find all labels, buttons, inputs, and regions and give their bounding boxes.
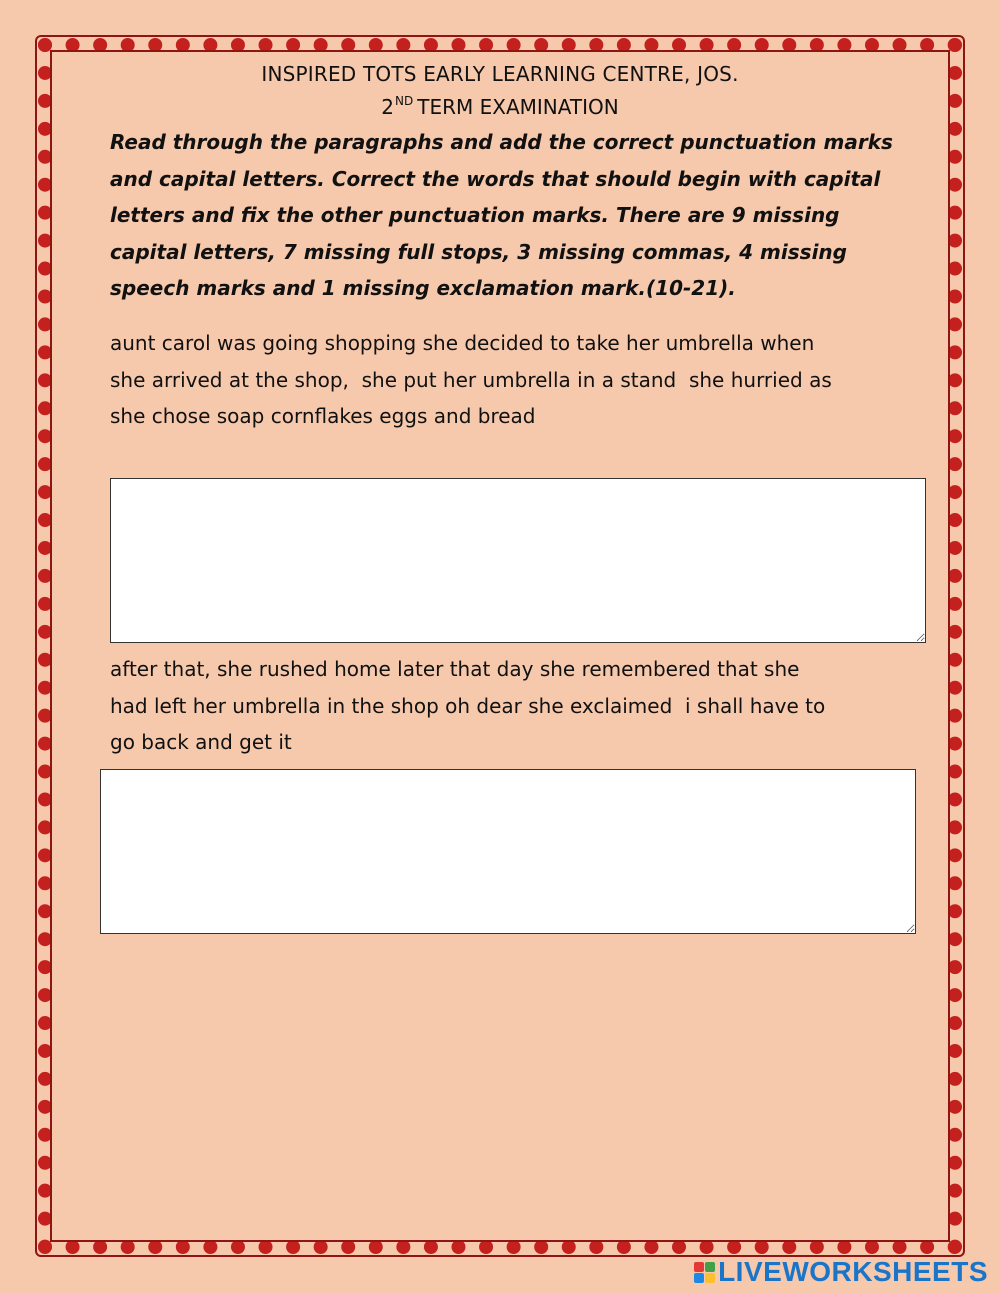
school-title: INSPIRED TOTS EARLY LEARNING CENTRE, JOS. <box>261 62 739 86</box>
term-suffix: ND <box>395 94 414 108</box>
term-rest: TERM EXAMINATION <box>417 95 619 119</box>
instructions-text: Read through the paragraphs and add the correct punctuation marks and capital letters. Correct the words that should begin with capital letters and fix the other punctuation marks. There are 9 missing capital letters, 7 missing full stops, 3 missing commas, 4 missing speech marks and 1 missing exclamation mark.(10-21). <box>110 130 893 301</box>
logo-grid-icon <box>694 1262 715 1283</box>
brand-name: LIVEWORKSHEETS <box>718 1256 988 1287</box>
paragraph-line: she arrived at the shop, she put her umbrella in a stand she hurried as <box>110 367 832 392</box>
paragraph-line: go back and get it <box>110 730 292 755</box>
answer-box-1[interactable] <box>110 478 926 643</box>
paragraph-line: after that, she rushed home later that day she remembered that she <box>110 657 800 681</box>
exam-title <box>0 94 1000 119</box>
term-number: 2 <box>381 95 395 119</box>
paragraph-2 <box>110 651 900 761</box>
liveworksheets-logo[interactable] <box>694 1256 988 1288</box>
paragraph-line: had left her umbrella in the shop oh dear she exclaimed i shall have to <box>110 693 826 718</box>
paragraph-1 <box>110 325 900 435</box>
paragraph-line: aunt carol was going shopping she decided to take her umbrella when <box>110 331 815 355</box>
paragraph-line: she chose soap cornflakes eggs and bread <box>110 404 536 429</box>
answer-box-2[interactable] <box>100 769 916 934</box>
